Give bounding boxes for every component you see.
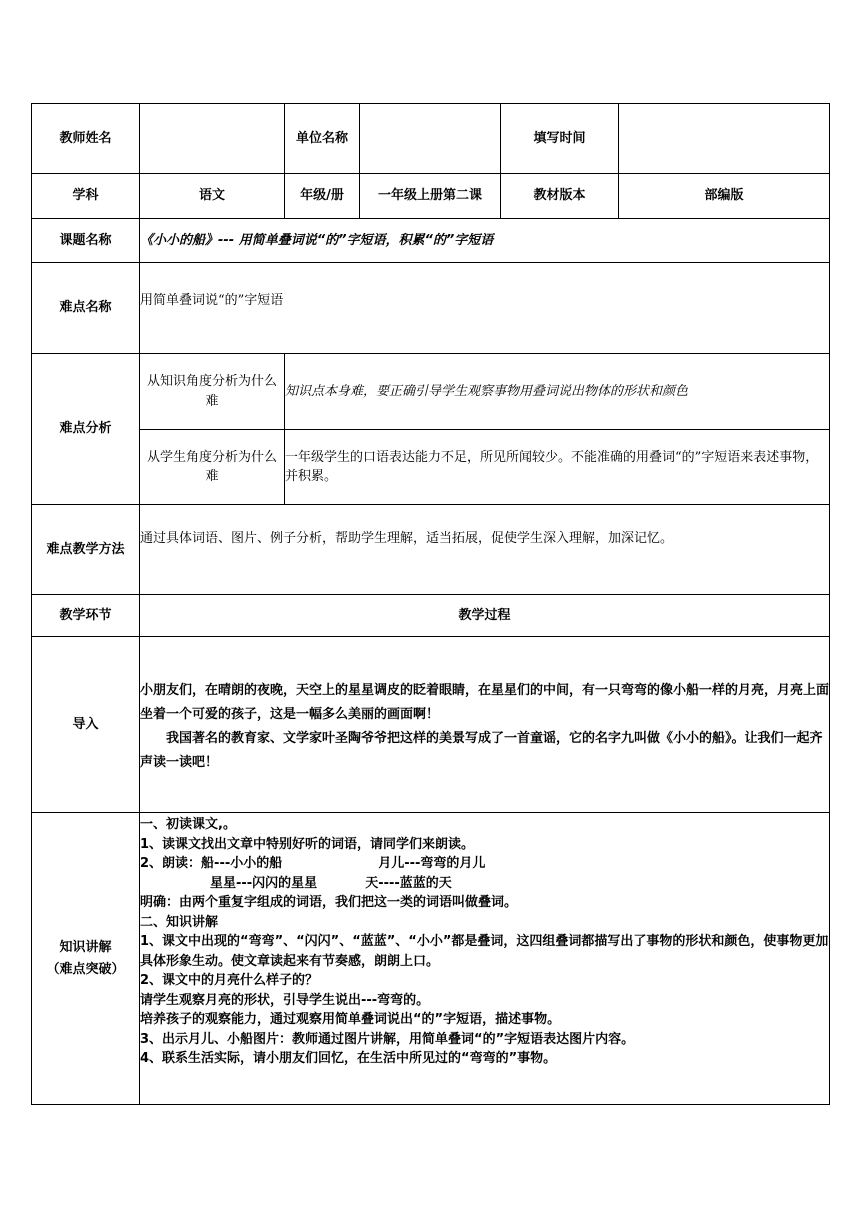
knowledge-angle-label: 从知识角度分析为什么难	[140, 354, 285, 430]
row-method	[32, 505, 830, 595]
section-2-line-6: 4、联系生活实际，请小朋友们回忆，在生活中所见过的“弯弯的”事物。	[140, 1051, 557, 1066]
intro-paragraph-2: 我国著名的教育家、文学家叶圣陶爷爷把这样的美景写成了一首童谣，它的名字九叫做《小小的船》。让我们一起齐声读一读吧！	[140, 731, 823, 770]
intro-paragraph-1: 小朋友们，在晴朗的夜晚，天空上的星星调皮的眨着眼睛，在星星们的中间，有一只弯弯的像小船一样的月亮，月亮上面坐着一个可爱的孩子，这是一幅多么美丽的画面啊！	[140, 683, 830, 722]
stage-header: 教学环节	[32, 595, 140, 637]
method-value: 通过具体词语、图片、例子分析，帮助学生理解，适当拓展，促使学生深入理解，加深记忆。	[140, 505, 830, 595]
grade-label: 年级/册	[285, 174, 360, 219]
reading-pair-moon: 月儿---弯弯的月儿	[378, 856, 486, 871]
section-2-title: 二、知识讲解	[140, 914, 219, 930]
section-1-title: 一、初读课文,。	[140, 817, 236, 832]
unit-name-label: 单位名称	[285, 104, 360, 174]
intro-content	[140, 637, 830, 813]
row-knowledge	[32, 813, 830, 1105]
unit-name-value[interactable]	[360, 104, 501, 174]
teacher-name-value[interactable]	[140, 104, 285, 174]
section-1-line-3	[140, 874, 829, 894]
section-2-line-2: 2、课文中的月亮什么样子的？	[140, 973, 319, 988]
teacher-name-label: 教师姓名	[32, 104, 140, 174]
student-angle-value: 一年级学生的口语表达能力不足，所见所闻较少。不能准确的用叠词“的”字短语来表述事物，并积累。	[285, 430, 830, 505]
section-2-line-1: 1、课文中出现的“弯弯”、“闪闪”、“蓝蓝”、“小小”都是叠词，这四组叠词都描写出了事物的形状和颜色，使事物更加具体形象生动。使文章读起来有节奏感，朗朗上口。	[140, 934, 829, 969]
row-analysis-knowledge	[32, 354, 830, 430]
row-teacher	[32, 104, 830, 174]
grade-value: 一年级上册第二课	[360, 174, 501, 219]
reading-pair-sky: 天----蓝蓝的天	[365, 875, 452, 891]
fill-date-value[interactable]	[619, 104, 830, 174]
knowledge-label	[32, 813, 140, 1105]
section-1-line-2	[140, 854, 829, 874]
topic-value: 《小小的船》--- 用简单叠词说“的”字短语，积累“的”字短语	[140, 219, 830, 263]
knowledge-angle-value: 知识点本身难，要正确引导学生观察事物用叠词说出物体的形状和颜色	[285, 354, 830, 430]
row-subject	[32, 174, 830, 219]
knowledge-label-line2: （难点突破）	[46, 961, 125, 977]
lesson-plan-table	[31, 103, 830, 1105]
row-analysis-student	[32, 430, 830, 505]
fill-date-label: 填写时间	[501, 104, 619, 174]
reading-pair-boat: 2、朗读：船---小小的船	[140, 856, 283, 871]
section-1-line-1: 1、读课文找出文章中特别好听的词语，请同学们来朗读。	[140, 836, 475, 852]
section-2-line-4: 培养孩子的观察能力，通过观察用简单叠词说出“的”字短语，描述事物。	[140, 1012, 561, 1027]
row-process-header	[32, 595, 830, 637]
method-label: 难点教学方法	[32, 505, 140, 595]
edition-value: 部编版	[619, 174, 830, 219]
row-topic	[32, 219, 830, 263]
difficulty-label: 难点名称	[32, 263, 140, 354]
knowledge-content	[140, 813, 830, 1105]
row-intro	[32, 637, 830, 813]
topic-label: 课题名称	[32, 219, 140, 263]
section-2-line-5: 3、出示月儿、小船图片：教师通过图片讲解，用简单叠词“的”字短语表达图片内容。	[140, 1031, 635, 1047]
knowledge-label-line1: 知识讲解	[59, 939, 112, 955]
subject-label: 学科	[32, 174, 140, 219]
subject-value: 语文	[140, 174, 285, 219]
reading-pair-star: 星星---闪闪的星星	[210, 875, 318, 891]
intro-label: 导入	[32, 637, 140, 813]
row-difficulty	[32, 263, 830, 354]
edition-label: 教材版本	[501, 174, 619, 219]
section-1-line-4: 明确：由两个重复字组成的词语，我们把这一类的词语叫做叠词。	[140, 895, 518, 910]
student-angle-label: 从学生角度分析为什么难	[140, 430, 285, 505]
section-2-line-3: 请学生观察月亮的形状，引导学生说出---弯弯的。	[140, 992, 430, 1008]
difficulty-value: 用简单叠词说“的”字短语	[140, 263, 830, 354]
process-header: 教学过程	[140, 595, 830, 637]
analysis-label: 难点分析	[32, 354, 140, 505]
